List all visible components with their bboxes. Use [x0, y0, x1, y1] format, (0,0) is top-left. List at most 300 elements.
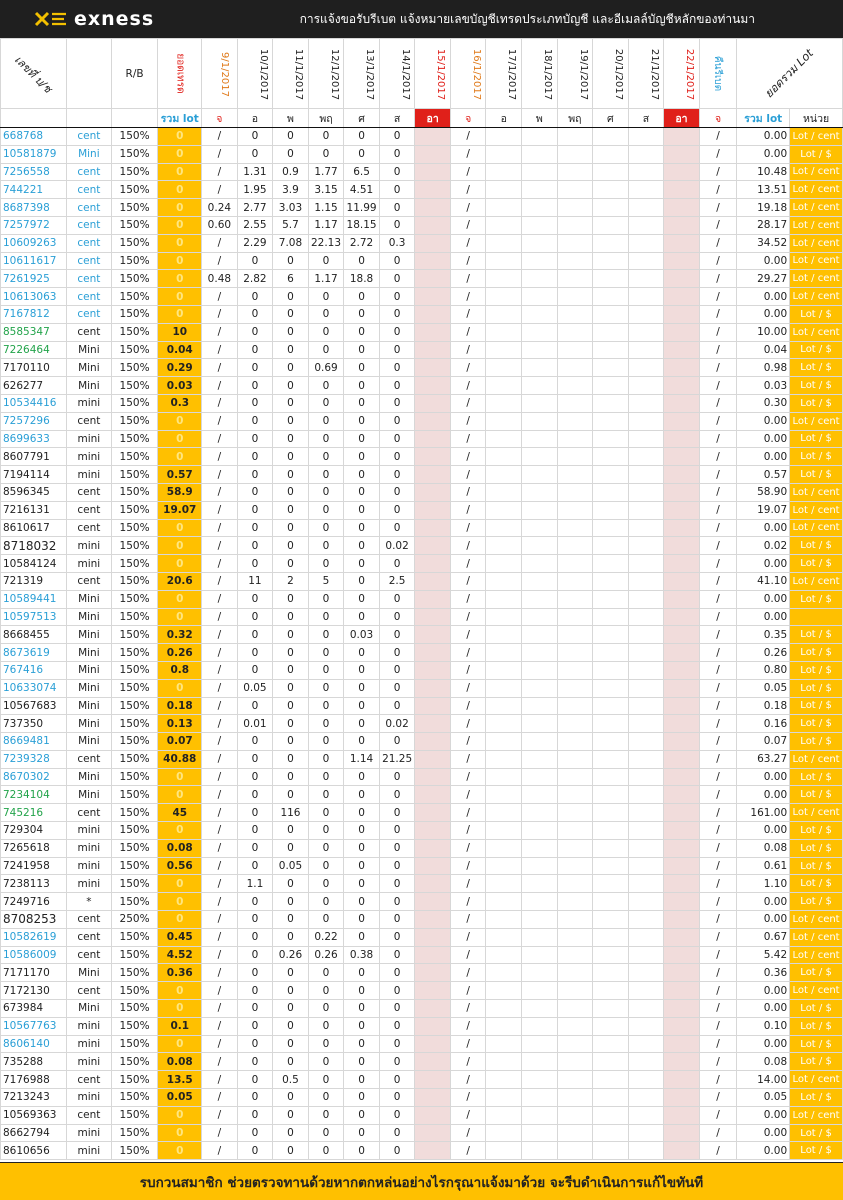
day-value: / — [202, 911, 238, 929]
day-value: / — [450, 733, 486, 751]
sunday-cell — [664, 1089, 700, 1107]
day-value: / — [202, 1142, 238, 1160]
day-value: 0 — [308, 590, 344, 608]
sunday-cell — [415, 483, 451, 501]
day-value — [593, 448, 629, 466]
day-value — [522, 1089, 558, 1107]
day-value: 0 — [273, 608, 309, 626]
sunday-cell — [664, 145, 700, 163]
account-type: cent — [67, 270, 112, 288]
day-value — [557, 1017, 593, 1035]
sum-lot: 0.00 — [737, 1000, 790, 1018]
sunday-cell — [415, 750, 451, 768]
day-value: 0 — [273, 982, 309, 1000]
day-value — [628, 448, 664, 466]
table-row — [1, 1071, 843, 1089]
day-value: 0 — [308, 412, 344, 430]
day-value: 0 — [273, 555, 309, 573]
day-value: / — [699, 572, 737, 590]
table-row — [1, 377, 843, 395]
total-lot: 13.5 — [158, 1071, 202, 1089]
day-value — [557, 1106, 593, 1124]
day-value — [628, 145, 664, 163]
day-value: / — [699, 786, 737, 804]
unit-label: Lot / cent — [790, 216, 843, 234]
day-value: 0 — [344, 359, 380, 377]
account-number: 7261925 — [1, 270, 67, 288]
sunday-cell — [415, 323, 451, 341]
rebate-rate: 150% — [111, 822, 158, 840]
total-lot: 0 — [158, 768, 202, 786]
table-row — [1, 911, 843, 929]
sunday-cell — [664, 128, 700, 146]
day-value: 0 — [379, 555, 415, 573]
sunday-cell — [664, 679, 700, 697]
day-value: / — [450, 750, 486, 768]
table-row — [1, 804, 843, 822]
day-value — [486, 483, 522, 501]
total-lot: 0.07 — [158, 733, 202, 751]
day-value: 0 — [237, 768, 273, 786]
day-value: 0 — [379, 394, 415, 412]
day-value: 0 — [237, 608, 273, 626]
day-value — [486, 128, 522, 146]
rebate-rate: 150% — [111, 377, 158, 395]
total-lot: 0 — [158, 537, 202, 555]
col-date-4: 13/1/2017 — [344, 39, 380, 109]
day-value — [557, 555, 593, 573]
account-type: Mini — [67, 608, 112, 626]
account-number: 745216 — [1, 804, 67, 822]
day-value — [557, 448, 593, 466]
sunday-cell — [415, 466, 451, 484]
table-row — [1, 466, 843, 484]
sub-day-2: พ — [273, 109, 309, 128]
sum-lot: 0.00 — [737, 145, 790, 163]
day-value — [593, 412, 629, 430]
day-value: 0 — [379, 733, 415, 751]
rebate-rate: 150% — [111, 145, 158, 163]
day-value: 0 — [379, 270, 415, 288]
sub-unit: หน่วย — [790, 109, 843, 128]
sunday-cell — [664, 697, 700, 715]
day-value: / — [699, 1089, 737, 1107]
sunday-cell — [415, 590, 451, 608]
table-row — [1, 768, 843, 786]
day-value — [628, 394, 664, 412]
account-number: 729304 — [1, 822, 67, 840]
day-value — [486, 270, 522, 288]
account-number: 10582619 — [1, 928, 67, 946]
account-type: cent — [67, 305, 112, 323]
day-value — [557, 323, 593, 341]
day-value — [628, 804, 664, 822]
day-value — [593, 1124, 629, 1142]
account-number: 673984 — [1, 1000, 67, 1018]
sub-day-1: อ — [237, 109, 273, 128]
day-value: 0.5 — [273, 1071, 309, 1089]
account-number: 10569363 — [1, 1106, 67, 1124]
day-value: 0 — [273, 501, 309, 519]
day-value — [628, 288, 664, 306]
col-date-6: 15/1/2017 — [415, 39, 451, 109]
day-value: 0 — [273, 145, 309, 163]
rebate-rate: 150% — [111, 252, 158, 270]
day-value — [557, 483, 593, 501]
sunday-cell — [415, 216, 451, 234]
day-value: / — [699, 875, 737, 893]
day-value — [628, 982, 664, 1000]
sunday-cell — [415, 572, 451, 590]
table-row — [1, 323, 843, 341]
unit-label: Lot / $ — [790, 768, 843, 786]
sunday-cell — [415, 715, 451, 733]
day-value — [557, 679, 593, 697]
day-value: / — [202, 1071, 238, 1089]
rebate-rate: 150% — [111, 323, 158, 341]
day-value: 0 — [379, 875, 415, 893]
day-value: / — [450, 377, 486, 395]
table-row — [1, 181, 843, 199]
day-value — [628, 412, 664, 430]
day-value: 0 — [273, 768, 309, 786]
day-value: 0 — [379, 644, 415, 662]
day-value — [557, 163, 593, 181]
day-value — [486, 1106, 522, 1124]
total-lot: 0.04 — [158, 341, 202, 359]
account-type: Mini — [67, 964, 112, 982]
day-value: / — [699, 501, 737, 519]
day-value: 0 — [308, 786, 344, 804]
sunday-cell — [664, 199, 700, 217]
day-value: 0 — [379, 305, 415, 323]
table-row — [1, 661, 843, 679]
sum-lot: 0.00 — [737, 519, 790, 537]
day-value: 0 — [308, 483, 344, 501]
day-value — [486, 608, 522, 626]
account-number: 8606140 — [1, 1035, 67, 1053]
day-value: / — [450, 341, 486, 359]
unit-label: Lot / cent — [790, 412, 843, 430]
day-value: 0 — [344, 964, 380, 982]
day-value — [593, 341, 629, 359]
account-type: cent — [67, 128, 112, 146]
day-value: 0 — [237, 537, 273, 555]
day-value — [628, 946, 664, 964]
day-value: 0 — [273, 1035, 309, 1053]
day-value: 0 — [273, 1142, 309, 1160]
day-value — [557, 1000, 593, 1018]
table-row — [1, 341, 843, 359]
sunday-cell — [415, 839, 451, 857]
day-value — [522, 199, 558, 217]
day-value — [557, 234, 593, 252]
day-value — [557, 181, 593, 199]
rebate-rate: 150% — [111, 964, 158, 982]
day-value: 0 — [344, 733, 380, 751]
day-value: / — [699, 341, 737, 359]
account-type: cent — [67, 1106, 112, 1124]
table-row — [1, 1124, 843, 1142]
day-value — [628, 501, 664, 519]
day-value: 4.51 — [344, 181, 380, 199]
sunday-cell — [664, 893, 700, 911]
day-value: / — [450, 145, 486, 163]
total-lot: 0 — [158, 181, 202, 199]
total-lot: 4.52 — [158, 946, 202, 964]
day-value — [557, 145, 593, 163]
day-value — [557, 377, 593, 395]
unit-label: Lot / $ — [790, 697, 843, 715]
day-value — [628, 430, 664, 448]
day-value — [628, 644, 664, 662]
sunday-cell — [415, 768, 451, 786]
unit-label: Lot / cent — [790, 572, 843, 590]
day-value — [486, 305, 522, 323]
day-value — [557, 928, 593, 946]
sunday-cell — [415, 128, 451, 146]
day-value — [522, 430, 558, 448]
day-value: / — [450, 822, 486, 840]
day-value — [593, 733, 629, 751]
day-value — [628, 377, 664, 395]
day-value: / — [202, 234, 238, 252]
day-value: / — [699, 1017, 737, 1035]
sum-lot: 28.17 — [737, 216, 790, 234]
day-value: 0.02 — [379, 715, 415, 733]
day-value: 0 — [379, 1106, 415, 1124]
day-value — [522, 1017, 558, 1035]
sub-day-9: พ — [522, 109, 558, 128]
day-value: / — [450, 1106, 486, 1124]
account-number: 8669481 — [1, 733, 67, 751]
day-value — [628, 626, 664, 644]
day-value — [522, 893, 558, 911]
day-value: / — [699, 199, 737, 217]
table-row — [1, 822, 843, 840]
sum-lot: 0.05 — [737, 1089, 790, 1107]
sunday-cell — [664, 252, 700, 270]
day-value — [522, 964, 558, 982]
day-value: 0.26 — [308, 946, 344, 964]
account-number: 8585347 — [1, 323, 67, 341]
table-row — [1, 1053, 843, 1071]
day-value: 0 — [308, 466, 344, 484]
day-value: 0 — [379, 288, 415, 306]
day-value — [628, 715, 664, 733]
day-value: 0 — [379, 857, 415, 875]
sunday-cell — [664, 501, 700, 519]
rebate-rate: 150% — [111, 555, 158, 573]
day-value: / — [202, 430, 238, 448]
day-value: 0 — [379, 697, 415, 715]
day-value: / — [202, 1089, 238, 1107]
sunday-cell — [415, 270, 451, 288]
day-value — [522, 501, 558, 519]
day-value: 0 — [344, 893, 380, 911]
sum-lot: 0.00 — [737, 128, 790, 146]
total-lot: 0.1 — [158, 1017, 202, 1035]
sum-lot: 63.27 — [737, 750, 790, 768]
day-value: 0 — [237, 1142, 273, 1160]
day-value: 0 — [237, 733, 273, 751]
day-value: 0 — [344, 483, 380, 501]
total-lot: 0 — [158, 519, 202, 537]
sunday-cell — [415, 1000, 451, 1018]
table-row — [1, 483, 843, 501]
sunday-cell — [415, 181, 451, 199]
day-value — [486, 822, 522, 840]
day-value — [522, 839, 558, 857]
day-value: / — [699, 1000, 737, 1018]
day-value: 0 — [379, 928, 415, 946]
day-value: / — [699, 946, 737, 964]
day-value: 0 — [237, 483, 273, 501]
account-number: 8699633 — [1, 430, 67, 448]
day-value — [486, 448, 522, 466]
day-value: 0 — [273, 964, 309, 982]
day-value — [593, 199, 629, 217]
day-value: / — [450, 483, 486, 501]
sum-lot: 0.00 — [737, 911, 790, 929]
day-value: / — [202, 679, 238, 697]
day-value: 0 — [237, 519, 273, 537]
account-number: 10611617 — [1, 252, 67, 270]
day-value — [628, 519, 664, 537]
sunday-cell — [664, 483, 700, 501]
rebate-rate: 150% — [111, 430, 158, 448]
day-value: / — [699, 608, 737, 626]
day-value — [593, 697, 629, 715]
day-value: 0 — [308, 982, 344, 1000]
day-value — [486, 715, 522, 733]
account-type: Mini — [67, 786, 112, 804]
sunday-cell — [415, 644, 451, 662]
day-value — [486, 982, 522, 1000]
day-value: / — [450, 555, 486, 573]
day-value — [557, 537, 593, 555]
sub-day-11: ศ — [593, 109, 629, 128]
day-value: / — [699, 679, 737, 697]
day-value: 0 — [379, 661, 415, 679]
account-number: 744221 — [1, 181, 67, 199]
col-date-7: 16/1/2017 — [450, 39, 486, 109]
day-value — [522, 946, 558, 964]
day-value — [628, 216, 664, 234]
sub-day-4: ศ — [344, 109, 380, 128]
day-value: 0 — [344, 839, 380, 857]
day-value — [628, 733, 664, 751]
day-value — [557, 1035, 593, 1053]
day-value: / — [699, 911, 737, 929]
day-value: 0 — [379, 893, 415, 911]
sub-account — [1, 109, 67, 128]
account-type: Mini — [67, 359, 112, 377]
day-value — [486, 1035, 522, 1053]
unit-label: Lot / $ — [790, 1000, 843, 1018]
day-value — [593, 1089, 629, 1107]
sunday-cell — [664, 341, 700, 359]
day-value — [486, 377, 522, 395]
day-value: / — [699, 394, 737, 412]
day-value — [593, 163, 629, 181]
day-value — [628, 928, 664, 946]
day-value — [593, 982, 629, 1000]
table-row — [1, 928, 843, 946]
day-value — [557, 804, 593, 822]
sub-day-8: อ — [486, 109, 522, 128]
day-value: / — [202, 1106, 238, 1124]
day-value: / — [699, 750, 737, 768]
sum-lot: 0.00 — [737, 786, 790, 804]
account-type: cent — [67, 216, 112, 234]
day-value — [522, 252, 558, 270]
table-row — [1, 1142, 843, 1160]
day-value: 0 — [237, 359, 273, 377]
day-value: 0 — [344, 501, 380, 519]
day-value — [628, 305, 664, 323]
account-type: cent — [67, 323, 112, 341]
day-value: 0 — [379, 323, 415, 341]
day-value: / — [202, 448, 238, 466]
day-value — [557, 430, 593, 448]
day-value: / — [699, 626, 737, 644]
sunday-cell — [415, 804, 451, 822]
total-lot: 10 — [158, 323, 202, 341]
sunday-cell — [664, 323, 700, 341]
total-lot: 0 — [158, 982, 202, 1000]
table-row — [1, 359, 843, 377]
day-value: / — [450, 697, 486, 715]
day-value — [593, 305, 629, 323]
day-value: 0 — [308, 875, 344, 893]
day-value — [593, 608, 629, 626]
day-value — [522, 288, 558, 306]
day-value: 0 — [308, 911, 344, 929]
day-value — [593, 839, 629, 857]
day-value — [557, 1124, 593, 1142]
sunday-cell — [664, 305, 700, 323]
day-value: 0 — [308, 430, 344, 448]
sunday-cell — [415, 697, 451, 715]
day-value: 3.15 — [308, 181, 344, 199]
day-value — [522, 1053, 558, 1071]
day-value: / — [699, 537, 737, 555]
account-type: mini — [67, 1053, 112, 1071]
day-value: 0 — [308, 608, 344, 626]
total-lot: 0.32 — [158, 626, 202, 644]
rebate-rate: 150% — [111, 128, 158, 146]
day-value: 0 — [344, 982, 380, 1000]
day-value — [593, 145, 629, 163]
account-number: 10581879 — [1, 145, 67, 163]
day-value: 0 — [237, 1053, 273, 1071]
day-value: 2.82 — [237, 270, 273, 288]
day-value: 0 — [344, 928, 380, 946]
day-value — [522, 661, 558, 679]
table-row — [1, 590, 843, 608]
sunday-cell — [415, 1017, 451, 1035]
day-value — [486, 1089, 522, 1107]
day-value: / — [202, 412, 238, 430]
col-sum: ยอดรวม Lot — [737, 39, 843, 109]
day-value: 0 — [308, 1142, 344, 1160]
day-value: / — [202, 501, 238, 519]
total-lot: 19.07 — [158, 501, 202, 519]
account-type: cent — [67, 946, 112, 964]
day-value — [486, 394, 522, 412]
day-value: 0 — [379, 501, 415, 519]
